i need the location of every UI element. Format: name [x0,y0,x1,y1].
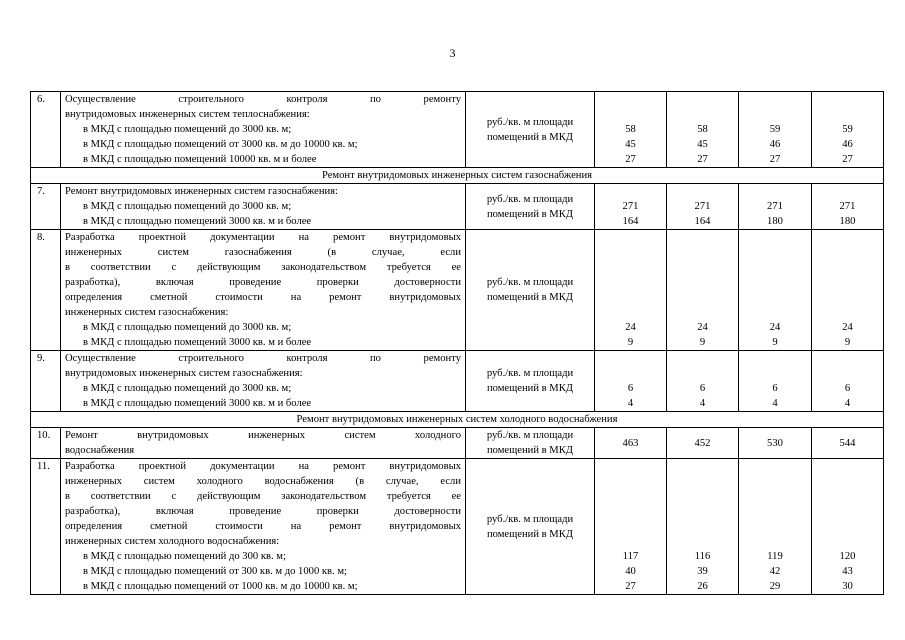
value-cell [595,184,667,230]
unit-cell: руб./кв. м площади помещений в МКД [466,459,595,595]
row-number: 7. [31,184,61,230]
value: 46 [842,139,853,150]
sub-item-label: в МКД с площадью помещений до 300 кв. м; [83,551,286,562]
value: 42 [769,566,781,577]
sub-item-label: в МКД с площадью помещений от 3000 кв. м до 10000 кв. м; [83,139,358,150]
value: 4 [699,398,706,409]
row-number: 8. [31,230,61,351]
value-cell [739,230,812,351]
description-line: Осуществление строительного контроля по ремонту [65,94,461,105]
value: 271 [767,201,783,212]
value-cell [667,428,739,459]
value-cell [667,230,739,351]
description-line: инженерных систем газоснабжения: [65,307,229,318]
table-row [31,459,884,595]
value: 26 [697,581,708,592]
value: 117 [622,551,639,562]
row-number: 11. [31,459,61,595]
value: 9 [844,337,851,348]
value: 116 [694,551,711,562]
value: 4 [844,398,851,409]
description-line: в соответствии с действующим законодательством требуется ее [65,491,461,502]
description-line: в соответствии с действующим законодательством требуется ее [65,262,461,273]
description-line: инженерных систем холодного водоснабжения: [65,536,280,547]
table-row [31,92,884,168]
description-line: Ремонт внутридомовых инженерных систем газоснабжения: [65,186,338,197]
value: 30 [842,581,853,592]
value: 4 [627,398,634,409]
value: 4 [772,398,778,409]
row-description [61,184,466,230]
sub-item-label: в МКД с площадью помещений от 300 кв. м до 1000 кв. м; [83,566,347,577]
row-description [61,92,466,168]
unit-cell: руб./кв. м площади помещений в МКД [466,184,595,230]
page-number: 3 [449,46,456,60]
value-cell [595,230,667,351]
table-row [31,428,884,459]
row-description [61,351,466,412]
value-cell [667,184,739,230]
value: 544 [839,437,856,449]
value-cell [812,459,884,595]
value: 27 [625,154,636,165]
description-line: Осуществление строительного контроля по ремонту [65,353,461,364]
description-line: определения сметной стоимости на ремонт внутридомовых [65,292,461,303]
sub-item-label: в МКД с площадью помещений до 3000 кв. м; [83,383,292,394]
value: 59 [769,124,781,135]
value: 59 [842,124,853,135]
value: 164 [694,216,711,227]
value: 40 [625,566,636,577]
value: 271 [839,201,856,212]
sub-item-label: в МКД с площадью помещений 10000 кв. м и более [83,154,317,165]
value: 46 [769,139,781,150]
sub-item-label: в МКД с площадью помещений до 3000 кв. м; [83,201,292,212]
value-cell [812,230,884,351]
table-row [31,184,884,230]
value-cell [739,92,812,168]
description-line: определения сметной стоимости на ремонт внутридомовых [65,521,461,532]
table-row [31,230,884,351]
value: 6 [772,383,778,394]
unit-cell: руб./кв. м площади помещений в МКД [466,428,595,459]
value: 45 [697,139,708,150]
row-number: 9. [31,351,61,412]
value: 27 [697,154,708,165]
value: 24 [769,322,781,333]
value: 24 [697,322,708,333]
value-cell [812,184,884,230]
value-cell [595,351,667,412]
description-line: внутридомовых инженерных систем теплоснабжения: [65,109,310,120]
section-row [31,168,884,184]
value-cell [812,351,884,412]
value: 6 [699,383,706,394]
value-cell [739,459,812,595]
sub-item-label: в МКД с площадью помещений 3000 кв. м и более [83,216,312,227]
unit-cell: руб./кв. м площади помещений в МКД [466,92,595,168]
description-line: водоснабжения [65,445,135,456]
value-cell [667,92,739,168]
section-title: Ремонт внутридомовых инженерных систем холодного водоснабжения [31,412,884,428]
sub-item-label: в МКД с площадью помещений 3000 кв. м и более [83,398,312,409]
value-cell [667,351,739,412]
value: 24 [842,322,853,333]
row-description [61,459,466,595]
sub-item-label: в МКД с площадью помещений до 3000 кв. м; [83,322,292,333]
description-line: инженерных систем газоснабжения (в случае, если [65,247,461,258]
unit-cell: руб./кв. м площади помещений в МКД [466,230,595,351]
value: 120 [839,551,856,562]
value: 164 [622,216,639,227]
section-title: Ремонт внутридомовых инженерных систем газоснабжения [31,168,884,184]
sub-item-label: в МКД с площадью помещений до 3000 кв. м; [83,124,292,135]
value: 29 [769,581,781,592]
value: 27 [769,154,781,165]
value: 452 [694,437,711,449]
table-row [31,351,884,412]
description-line: Разработка проектной документации на ремонт внутридомовых [65,461,461,472]
value-cell [812,92,884,168]
value: 58 [697,124,708,135]
value-cell [812,428,884,459]
value: 9 [699,337,706,348]
value: 530 [767,437,783,449]
description-line: Разработка проектной документации на ремонт внутридомовых [65,232,461,243]
value: 463 [622,437,639,449]
value: 43 [842,566,853,577]
value-cell [595,428,667,459]
description-line: разработка), включая проведение проверки достоверности [65,506,461,517]
row-number: 10. [31,428,61,459]
sub-item-label: в МКД с площадью помещений от 1000 кв. м до 10000 кв. м; [83,581,358,592]
description-line: Ремонт внутридомовых инженерных систем холодного [65,430,461,441]
row-number: 6. [31,92,61,168]
value: 9 [627,337,634,348]
description-line: инженерных систем холодного водоснабжения (в случае, если [65,476,461,487]
row-description [61,428,466,459]
value: 39 [697,566,708,577]
value: 180 [839,216,856,227]
value: 271 [622,201,639,212]
value: 24 [625,322,636,333]
value: 119 [767,551,783,562]
value-cell [595,459,667,595]
description-line: разработка), включая проведение проверки достоверности [65,277,461,288]
value: 27 [842,154,853,165]
value: 45 [625,139,636,150]
tariff-table [30,91,884,595]
description-line: внутридомовых инженерных систем газоснабжения: [65,368,303,379]
sub-item-label: в МКД с площадью помещений 3000 кв. м и более [83,337,312,348]
value: 6 [627,383,634,394]
value-cell [595,92,667,168]
value-cell [739,428,812,459]
value: 271 [694,201,711,212]
value: 6 [844,383,851,394]
value: 180 [767,216,783,227]
unit-cell: руб./кв. м площади помещений в МКД [466,351,595,412]
value-cell [739,351,812,412]
value: 9 [772,337,778,348]
value-cell [739,184,812,230]
value: 58 [625,124,636,135]
value: 27 [625,581,636,592]
section-row [31,412,884,428]
row-description [61,230,466,351]
value-cell [667,459,739,595]
